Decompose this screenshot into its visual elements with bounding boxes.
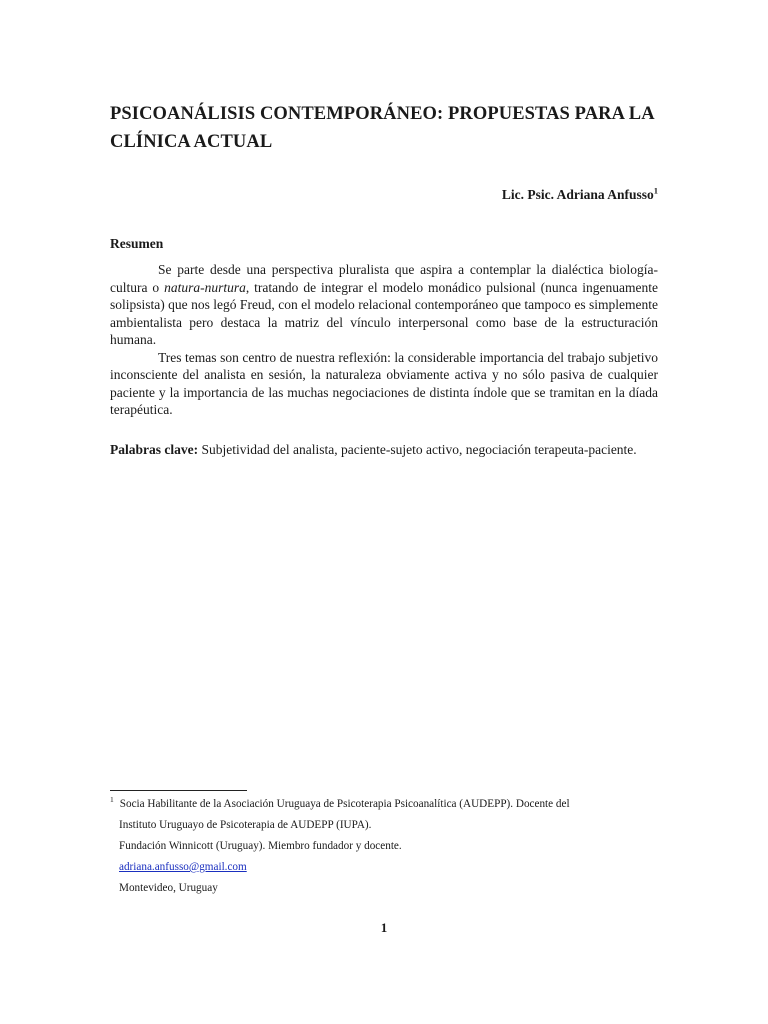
footnote-separator	[110, 790, 247, 791]
footnote-line-email	[110, 857, 670, 878]
paper-title: PSICOANÁLISIS CONTEMPORÁNEO: PROPUESTAS PARA LA CLÍNICA ACTUAL	[110, 104, 654, 152]
keywords-text: Subjetividad del analista, paciente-sujeto activo, negociación terapeuta-paciente.	[198, 442, 637, 457]
email-link[interactable]: adriana.anfusso@gmail.com	[119, 861, 247, 873]
abstract-body	[110, 261, 658, 419]
keywords-label: Palabras clave:	[110, 442, 199, 457]
keywords	[110, 437, 658, 463]
author-line	[502, 187, 658, 203]
footnote-line-3: Fundación Winnicott (Uruguay). Miembro fundador y docente.	[119, 840, 402, 852]
footnote-line-5: Montevideo, Uruguay	[119, 882, 218, 894]
abstract-heading: Resumen	[110, 236, 164, 251]
page-number: 1	[380, 920, 388, 935]
footnote-line-1: $^1$ Socia Habilitante de la Asociación Uruguaya de Psicoterapia Psicoanalítica (AUDEPP). Docente del	[110, 795, 570, 810]
abstract-paragraph-2: Tres temas son centro de nuestra reflexión: la considerable importancia del trabajo subjetivo inconsciente del analista en sesión, la naturaleza obviamente activa y no sólo pasiva de cualquier paciente y la importancia de las muchas negociaciones de distinta índole que se tramitan en la díada terapéutica.	[110, 349, 658, 417]
footnote-mark: 1	[110, 795, 114, 805]
author-footnote-mark: 1	[653, 185, 658, 196]
abstract-paragraph-1: Se parte desde una perspectiva pluralista que aspira a contemplar la dialéctica biología-cultura o natura-nurtura, tratando de integrar el modelo monádico pulsional (nunca ingenuamente solipsista) que nos legó Freud, con el modelo relacional contemporáneo que tampoco es simplemente ambientalista pero destaca la matriz del vínculo interpersonal como base de la estructuración humana.	[110, 262, 659, 347]
footnote	[110, 794, 670, 899]
abstract-italic-term: natura-nurtura	[164, 279, 246, 295]
footnote-line-2: Instituto Uruguayo de Psicoterapia de AUDEPP (IUPA).	[119, 819, 372, 831]
author-name: Lic. Psic. Adriana Anfusso	[501, 187, 654, 202]
